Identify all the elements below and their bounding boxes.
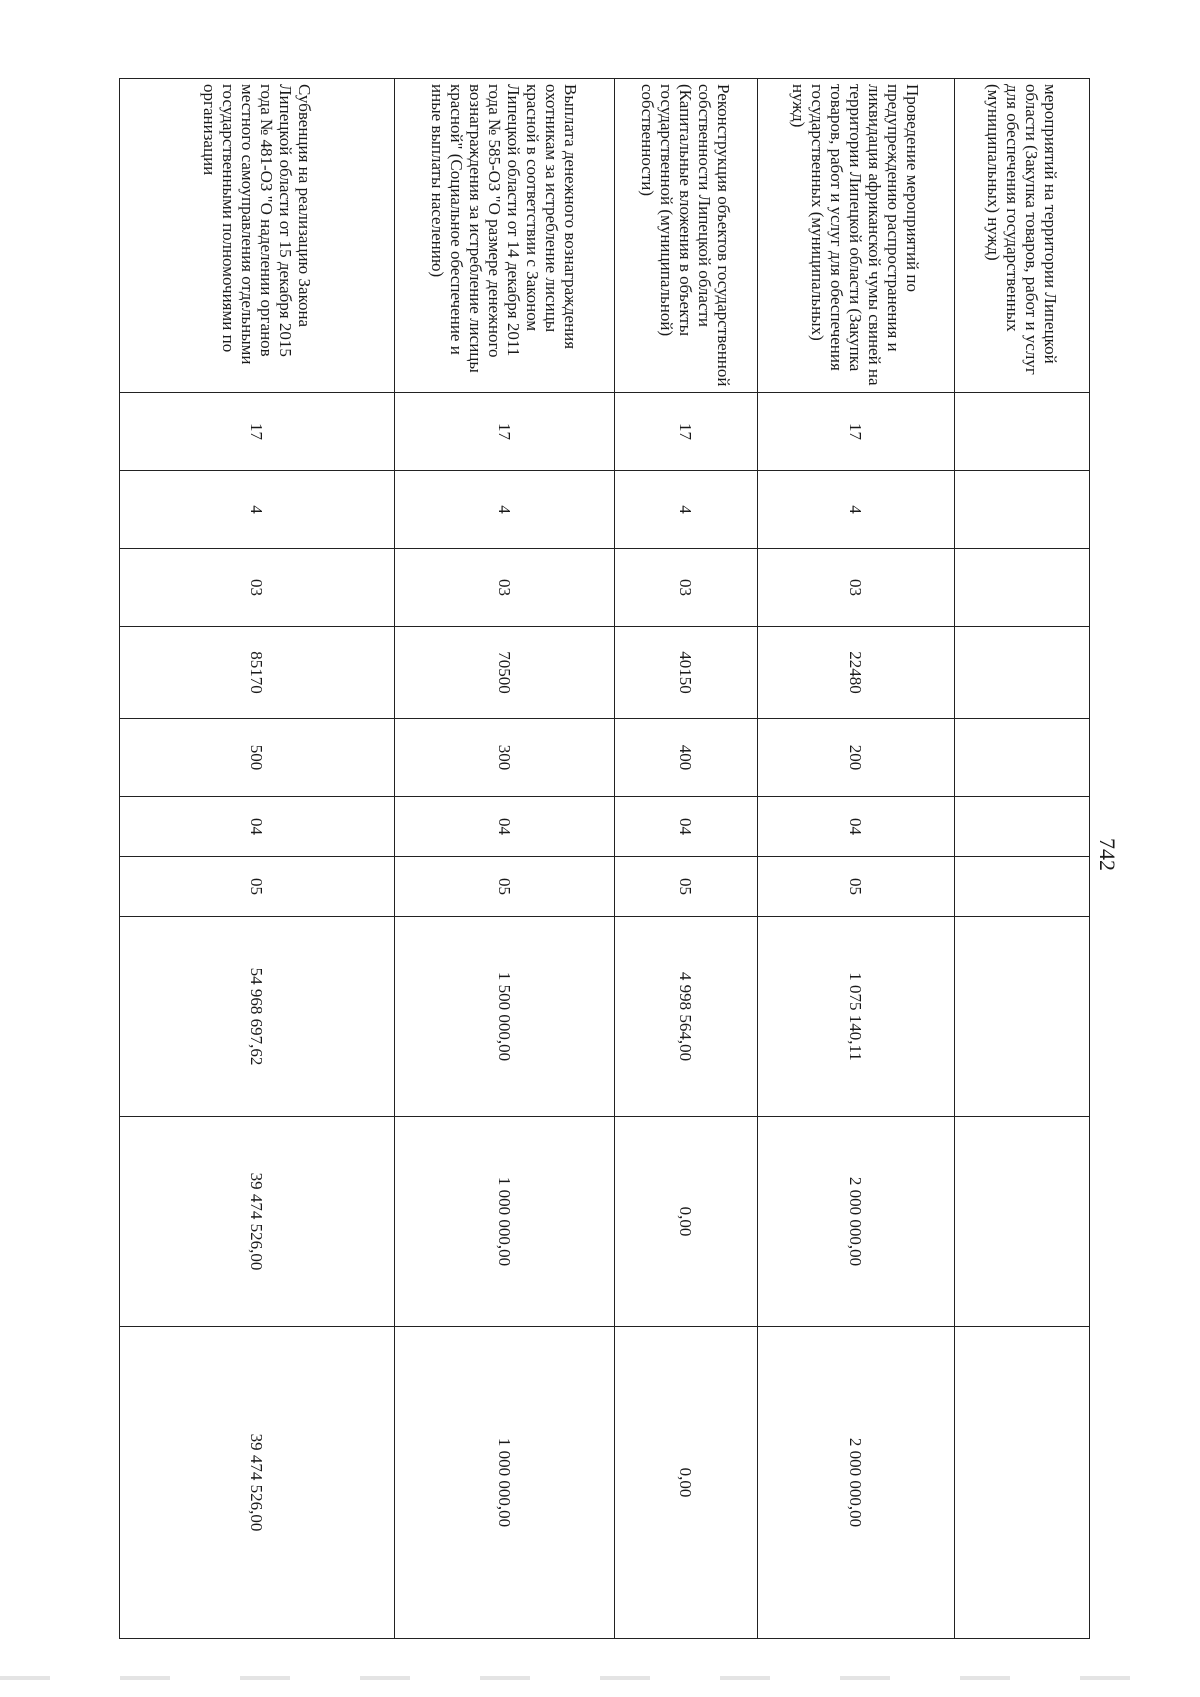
row-name: Субвенция на реализацию Закона Липецкой области от 15 декабря 2015 года № 481-ОЗ "О наделении органов местного самоуправления отдельными государственными полномочиями по организации — [120, 79, 395, 393]
code-direction: 70500 — [395, 627, 615, 719]
code-event — [955, 549, 1090, 627]
table-row — [120, 79, 395, 1639]
row-name: Проведение мероприятий по предупреждению распространения и ликвидация африканской чумы свиней на территории Липецкой области (Закупка товаров, работ и услуг для обеспечения государственных (муниципальных) нужд) — [758, 79, 955, 393]
code-expense-type — [955, 719, 1090, 797]
budget-table — [119, 78, 1090, 1639]
table-row — [758, 79, 955, 1639]
code-expense-type: 200 — [758, 719, 955, 797]
amount-year-3: 0,00 — [615, 1327, 758, 1639]
code-section: 04 — [395, 797, 615, 857]
amount-year-2: 2 000 000,00 — [758, 1117, 955, 1327]
table-row — [395, 79, 615, 1639]
code-program: 17 — [395, 393, 615, 471]
code-section — [955, 797, 1090, 857]
amount-year-1: 54 968 697,62 — [120, 917, 395, 1117]
code-program: 17 — [120, 393, 395, 471]
row-name: Выплата денежного вознаграждения охотникам за истребление лисицы красной в соответствии с Законом Липецкой области от 14 декабря 2011 года № 585-ОЗ "О размере денежного вознаграждения за истребление лисицы красной" (Социальное обеспечение и иные выплаты населению) — [395, 79, 615, 393]
code-section: 04 — [615, 797, 758, 857]
code-event: 03 — [395, 549, 615, 627]
code-program: 17 — [758, 393, 955, 471]
code-section: 04 — [758, 797, 955, 857]
table-row — [955, 79, 1090, 1639]
code-subprogram — [955, 471, 1090, 549]
amount-year-1: 1 075 140,11 — [758, 917, 955, 1117]
code-subprogram: 4 — [615, 471, 758, 549]
code-expense-type: 500 — [120, 719, 395, 797]
row-name: Реконструкция объектов государственной собственности Липецкой области (Капитальные вложения в объекты государственной (муниципальной) собственности) — [615, 79, 758, 393]
code-subprogram: 4 — [120, 471, 395, 549]
amount-year-2: 39 474 526,00 — [120, 1117, 395, 1327]
code-program: 17 — [615, 393, 758, 471]
amount-year-1 — [955, 917, 1090, 1117]
amount-year-1: 1 500 000,00 — [395, 917, 615, 1117]
rotated-document-sheet — [90, 78, 1120, 1638]
amount-year-3: 1 000 000,00 — [395, 1327, 615, 1639]
code-subsection: 05 — [395, 857, 615, 917]
code-subsection: 05 — [120, 857, 395, 917]
amount-year-2: 1 000 000,00 — [395, 1117, 615, 1327]
code-direction — [955, 627, 1090, 719]
code-expense-type: 400 — [615, 719, 758, 797]
code-event: 03 — [120, 549, 395, 627]
code-subsection: 05 — [615, 857, 758, 917]
code-direction: 40150 — [615, 627, 758, 719]
code-event: 03 — [615, 549, 758, 627]
code-event: 03 — [758, 549, 955, 627]
amount-year-3: 39 474 526,00 — [120, 1327, 395, 1639]
code-subsection: 05 — [758, 857, 955, 917]
amount-year-2: 0,00 — [615, 1117, 758, 1327]
scan-edge-marks — [0, 1676, 1200, 1680]
code-subsection — [955, 857, 1090, 917]
page-number: 742 — [1095, 838, 1120, 871]
amount-year-3: 2 000 000,00 — [758, 1327, 955, 1639]
amount-year-1: 4 998 564,00 — [615, 917, 758, 1117]
code-subprogram: 4 — [758, 471, 955, 549]
row-name: мероприятий на территории Липецкой области (Закупка товаров, работ и услуг для обеспечения государственных (муниципальных) нужд) — [955, 79, 1090, 393]
code-expense-type: 300 — [395, 719, 615, 797]
code-subprogram: 4 — [395, 471, 615, 549]
amount-year-3 — [955, 1327, 1090, 1639]
code-direction: 85170 — [120, 627, 395, 719]
table-row — [615, 79, 758, 1639]
amount-year-2 — [955, 1117, 1090, 1327]
code-program — [955, 393, 1090, 471]
code-direction: 22480 — [758, 627, 955, 719]
code-section: 04 — [120, 797, 395, 857]
